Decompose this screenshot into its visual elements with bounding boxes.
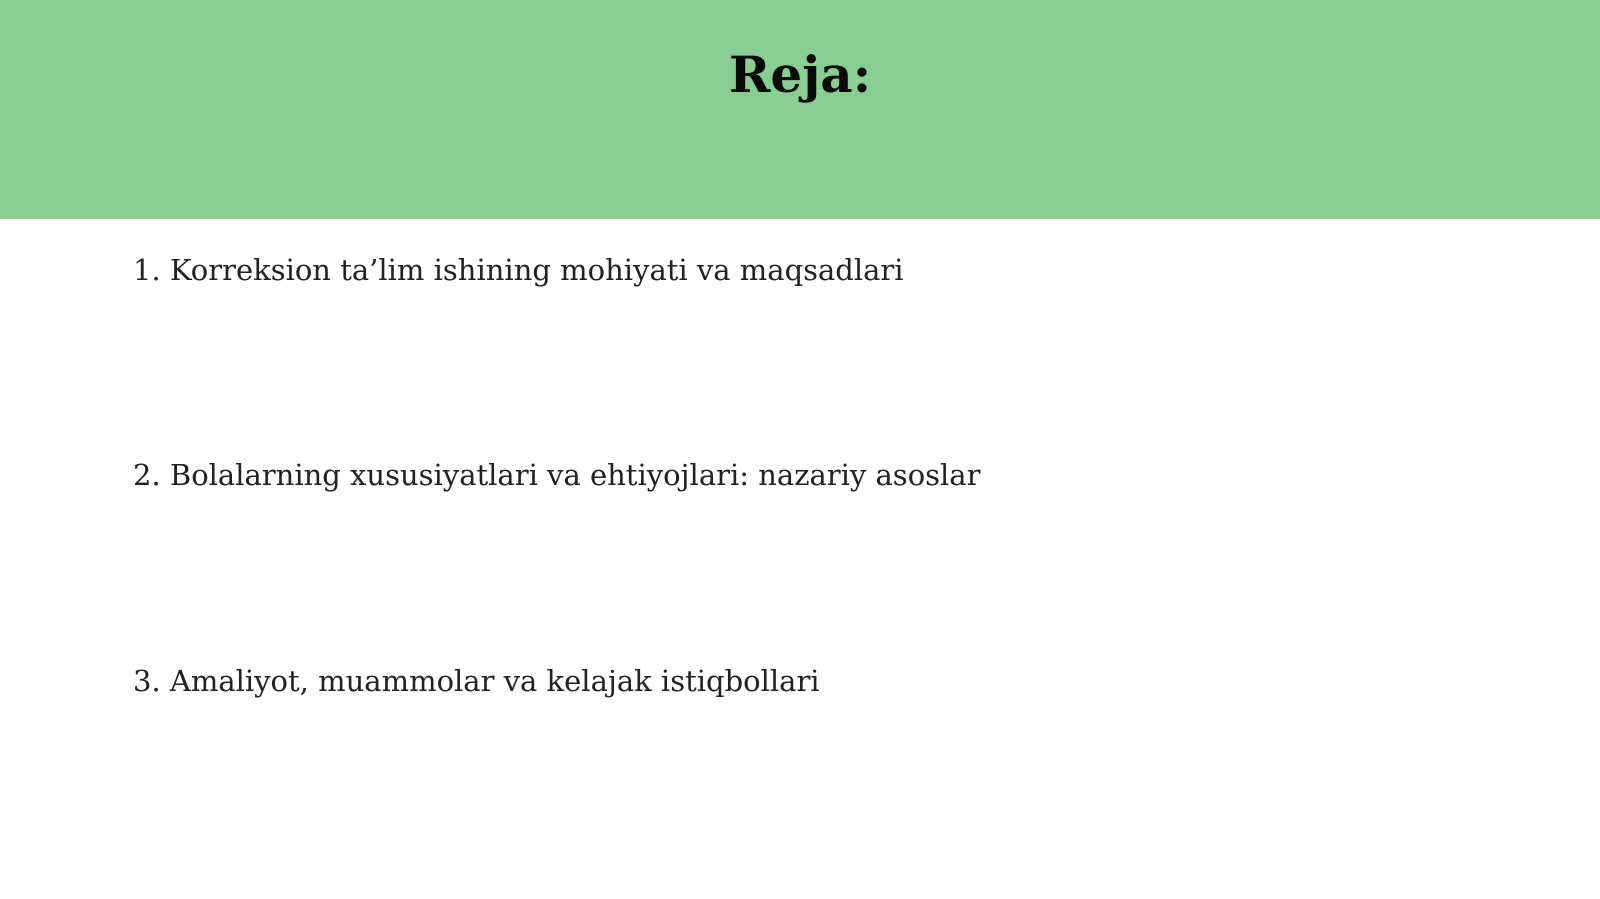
plan-item-1: 1. Korreksion ta’lim ishining mohiyati va maqsadlari <box>133 253 904 287</box>
plan-item-2: 2. Bolalarning xususiyatlari va ehtiyojlari: nazariy asoslar <box>133 458 981 492</box>
slide-title: Reja: <box>728 45 872 104</box>
plan-item-3: 3. Amaliyot, muammolar va kelajak istiqbollari <box>133 664 820 698</box>
